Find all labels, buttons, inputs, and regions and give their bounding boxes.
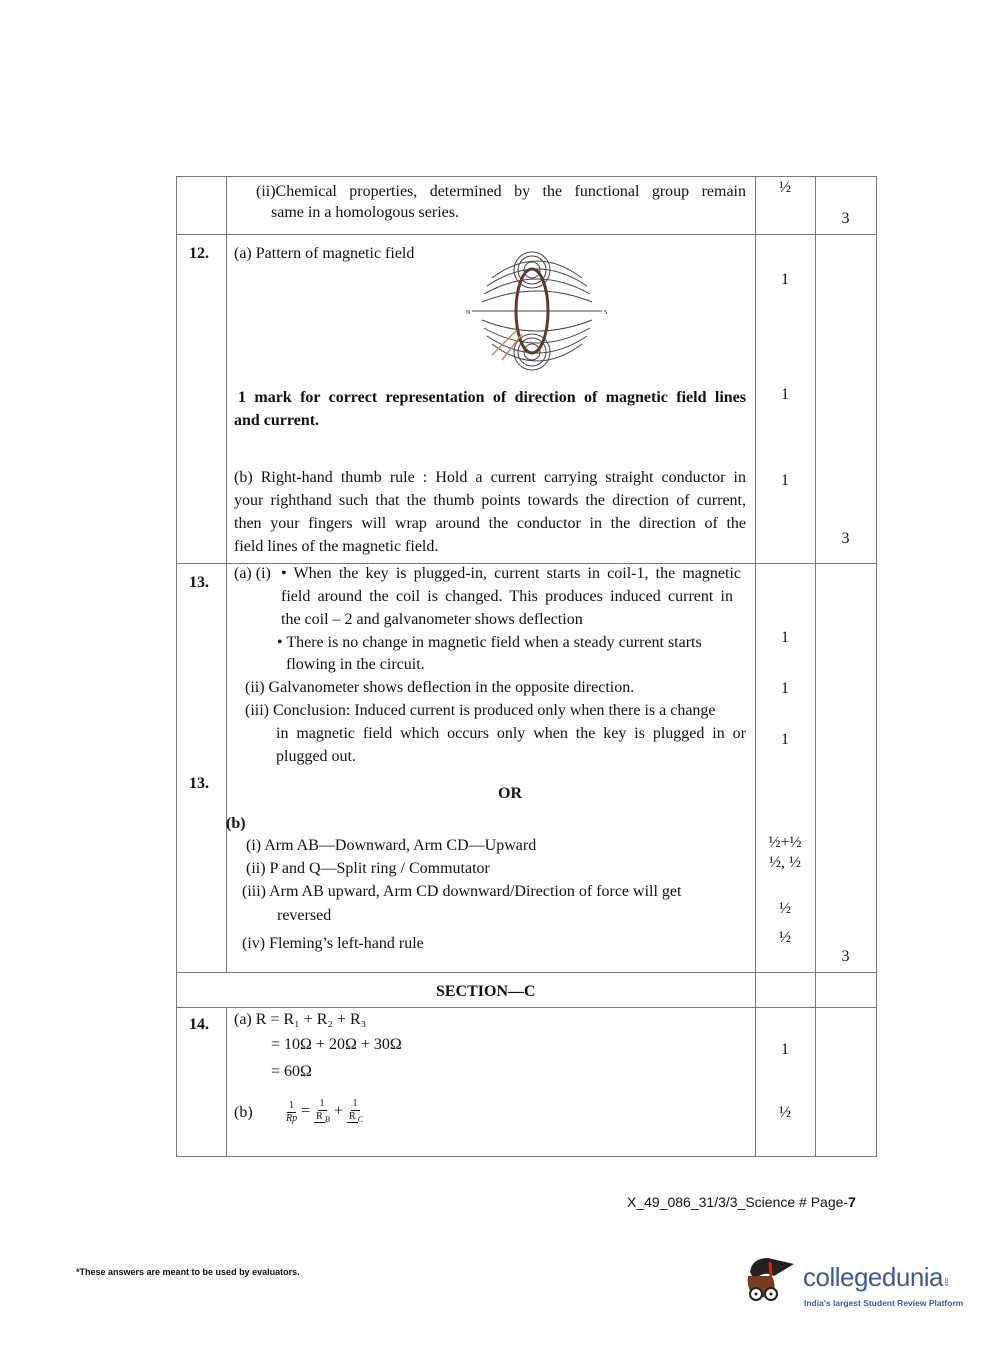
formula: (a) R = R₁ + R₂ + R₃ bbox=[234, 1011, 367, 1028]
mark: ½, ½ bbox=[769, 854, 801, 871]
row-divider bbox=[176, 1007, 876, 1008]
mark: ½ bbox=[779, 179, 791, 196]
question-number: 14. bbox=[189, 1016, 209, 1033]
question-number: 12. bbox=[189, 245, 209, 262]
mark: 1 bbox=[781, 386, 789, 403]
mark: 1 bbox=[781, 271, 789, 288]
marking-note: 1 mark for correct representation of direction of magnetic field lines bbox=[238, 389, 746, 406]
answer-text: field around the coil is changed. This produces induced current in bbox=[281, 588, 733, 605]
col-divider bbox=[755, 176, 756, 1157]
answer-text: plugged out. bbox=[276, 748, 356, 765]
marking-note: and current. bbox=[234, 412, 320, 429]
section-heading: SECTION—C bbox=[436, 983, 536, 1000]
answer-text: in magnetic field which occurs only when the key is plugged in or bbox=[276, 725, 746, 742]
row-divider bbox=[176, 234, 876, 235]
formula: = 10Ω + 20Ω + 30Ω bbox=[271, 1036, 402, 1053]
table-border bbox=[176, 1156, 876, 1157]
answer-text: (i) Arm AB—Downward, Arm CD—Upward bbox=[246, 837, 537, 854]
formula: = 60Ω bbox=[271, 1063, 312, 1080]
answer-text: (a) Pattern of magnetic field bbox=[234, 245, 415, 262]
or-label: OR bbox=[498, 785, 522, 802]
part-label: (b) bbox=[226, 815, 246, 832]
question-number: 13. bbox=[189, 574, 209, 591]
total-mark: 3 bbox=[841, 948, 850, 965]
table-border bbox=[176, 176, 876, 177]
mark: 1 bbox=[781, 680, 789, 697]
col-divider bbox=[815, 176, 816, 1157]
mark: ½ bbox=[779, 900, 791, 917]
south-label: S bbox=[604, 310, 608, 316]
answer-text: • There is no change in magnetic field when a steady current starts bbox=[277, 634, 702, 651]
total-mark: 3 bbox=[841, 530, 850, 547]
answer-text: the coil – 2 and galvanometer shows deflection bbox=[281, 611, 583, 628]
mark: ½ bbox=[779, 929, 791, 946]
answer-text: (ii) P and Q—Split ring / Commutator bbox=[246, 860, 490, 877]
answer-text: same in a homologous series. bbox=[271, 204, 459, 221]
answer-text: your righthand such that the thumb points towards the direction of current, bbox=[234, 492, 746, 509]
mark: 1 bbox=[781, 1041, 789, 1058]
col-divider bbox=[226, 176, 227, 972]
answer-text: reversed bbox=[277, 907, 332, 924]
brand-name: collegedunia.com bbox=[803, 1262, 950, 1292]
mark: 1 bbox=[781, 731, 789, 748]
answer-text: (ii)Chemical properties, determined by the functional group remain bbox=[256, 183, 746, 200]
answer-text: (iv) Fleming’s left-hand rule bbox=[242, 935, 424, 952]
north-label: N bbox=[466, 310, 471, 316]
answer-text: flowing in the circuit. bbox=[286, 656, 425, 673]
part-label: (b) bbox=[234, 1104, 253, 1121]
answer-text: (a) (i) bbox=[234, 565, 271, 582]
answer-text: (iii) Arm AB upward, Arm CD downward/Direction of force will get bbox=[242, 883, 682, 900]
answer-text: then your fingers will wrap around the conductor in the direction of the bbox=[234, 515, 746, 532]
total-mark: 3 bbox=[841, 210, 850, 227]
disclaimer: *These answers are meant to be used by evaluators. bbox=[76, 1267, 300, 1277]
answer-text: • When the key is plugged-in, current starts in coil-1, the magnetic bbox=[281, 565, 741, 582]
question-number: 13. bbox=[189, 775, 209, 792]
col-divider bbox=[176, 176, 177, 1157]
answer-text: (b) Right-hand thumb rule : Hold a current carrying straight conductor in bbox=[234, 469, 746, 486]
collegedunia-mascot-logo bbox=[744, 1250, 800, 1316]
answer-text: (iii) Conclusion: Induced current is produced only when there is a change bbox=[245, 702, 716, 719]
mark: 1 bbox=[781, 472, 789, 489]
magnetic-field-diagram bbox=[462, 250, 612, 372]
col-divider bbox=[226, 1007, 227, 1157]
answer-text: field lines of the magnetic field. bbox=[234, 538, 439, 555]
answer-text: (ii) Galvanometer shows deflection in the opposite direction. bbox=[245, 679, 635, 696]
table-border bbox=[876, 176, 877, 1157]
mark: ½+½ bbox=[768, 834, 802, 851]
mark: ½ bbox=[779, 1104, 791, 1121]
row-divider bbox=[176, 563, 876, 564]
mark: 1 bbox=[781, 629, 789, 646]
parallel-resistance-formula: $\frac{1}{Rp}$ = $\frac{1}{R _B}$ + $\frac{1}{R _C}$ bbox=[286, 1098, 364, 1124]
row-divider bbox=[176, 972, 876, 973]
brand-tagline: India's largest Student Review Platform bbox=[804, 1298, 964, 1308]
page-code: X_49_086_31/3/3_Science # Page-7 bbox=[627, 1194, 856, 1210]
